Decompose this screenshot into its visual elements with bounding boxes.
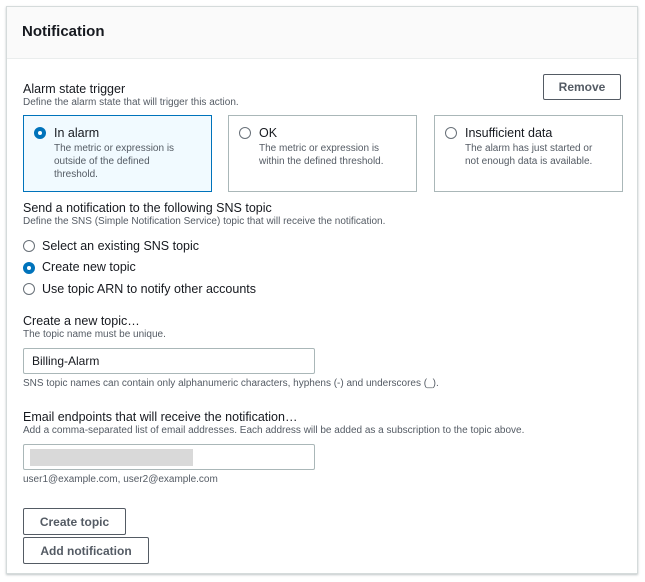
radio-label: Create new topic bbox=[42, 260, 136, 275]
add-notification-button[interactable]: Add notification bbox=[23, 537, 149, 564]
sns-label: Send a notification to the following SNS topic bbox=[23, 201, 272, 215]
alarm-state-section bbox=[23, 82, 239, 108]
radio-existing-topic[interactable] bbox=[23, 240, 35, 252]
sns-section bbox=[23, 201, 385, 227]
radio-topic-arn[interactable] bbox=[23, 283, 35, 295]
new-topic-description: The topic name must be unique. bbox=[23, 329, 166, 340]
panel-header bbox=[7, 7, 637, 59]
topic-name-input[interactable] bbox=[23, 348, 315, 374]
tile-insufficient-data[interactable] bbox=[434, 115, 623, 192]
panel-title: Notification bbox=[22, 23, 105, 40]
tile-label: OK bbox=[259, 126, 278, 140]
tile-desc-line: The metric or expression is bbox=[259, 143, 380, 154]
sns-option-existing[interactable] bbox=[23, 235, 256, 257]
sns-option-create[interactable] bbox=[23, 257, 256, 279]
email-section bbox=[23, 410, 524, 436]
tile-description bbox=[54, 142, 201, 181]
tile-desc-line: within the defined threshold. bbox=[259, 156, 384, 167]
email-endpoints-input[interactable] bbox=[23, 444, 315, 470]
email-label: Email endpoints that will receive the notification… bbox=[23, 410, 298, 424]
radio-in-alarm[interactable] bbox=[34, 127, 46, 139]
radio-label: Select an existing SNS topic bbox=[42, 238, 200, 253]
tile-description bbox=[465, 142, 612, 168]
tile-desc-line: The metric or expression is bbox=[54, 143, 175, 154]
new-topic-section bbox=[23, 314, 166, 340]
email-hint: user1@example.com, user2@example.com bbox=[23, 474, 218, 485]
tile-label: Insufficient data bbox=[465, 126, 553, 140]
create-topic-button[interactable]: Create topic bbox=[23, 508, 126, 535]
alarm-state-tiles bbox=[23, 115, 623, 192]
tile-label: In alarm bbox=[54, 126, 100, 140]
new-topic-label: Create a new topic… bbox=[23, 314, 140, 328]
radio-ok[interactable] bbox=[239, 127, 251, 139]
sns-radio-group bbox=[23, 235, 256, 300]
tile-ok[interactable] bbox=[228, 115, 417, 192]
notification-panel bbox=[6, 6, 638, 574]
remove-button[interactable]: Remove bbox=[543, 74, 621, 100]
radio-insufficient-data[interactable] bbox=[445, 127, 457, 139]
tile-description bbox=[259, 142, 406, 168]
email-description: Add a comma-separated list of email addresses. Each address will be added as a subscription to the topic above. bbox=[23, 425, 525, 436]
alarm-state-description: Define the alarm state that will trigger this action. bbox=[23, 97, 239, 108]
radio-label: Use topic ARN to notify other accounts bbox=[42, 281, 256, 296]
sns-option-arn[interactable] bbox=[23, 278, 256, 300]
tile-in-alarm[interactable] bbox=[23, 115, 212, 192]
radio-create-topic[interactable] bbox=[23, 262, 35, 274]
topic-name-hint: SNS topic names can contain only alphanumeric characters, hyphens (-) and underscores (_). bbox=[23, 378, 439, 389]
alarm-state-label: Alarm state trigger bbox=[23, 82, 126, 96]
tile-desc-line: The alarm has just started or bbox=[465, 143, 593, 154]
tile-desc-line: not enough data is available. bbox=[465, 156, 593, 167]
tile-desc-line: threshold. bbox=[54, 169, 98, 180]
tile-desc-line: outside of the defined bbox=[54, 156, 150, 167]
sns-description: Define the SNS (Simple Notification Service) topic that will receive the notification. bbox=[23, 216, 386, 227]
redacted-email-value bbox=[30, 449, 193, 466]
